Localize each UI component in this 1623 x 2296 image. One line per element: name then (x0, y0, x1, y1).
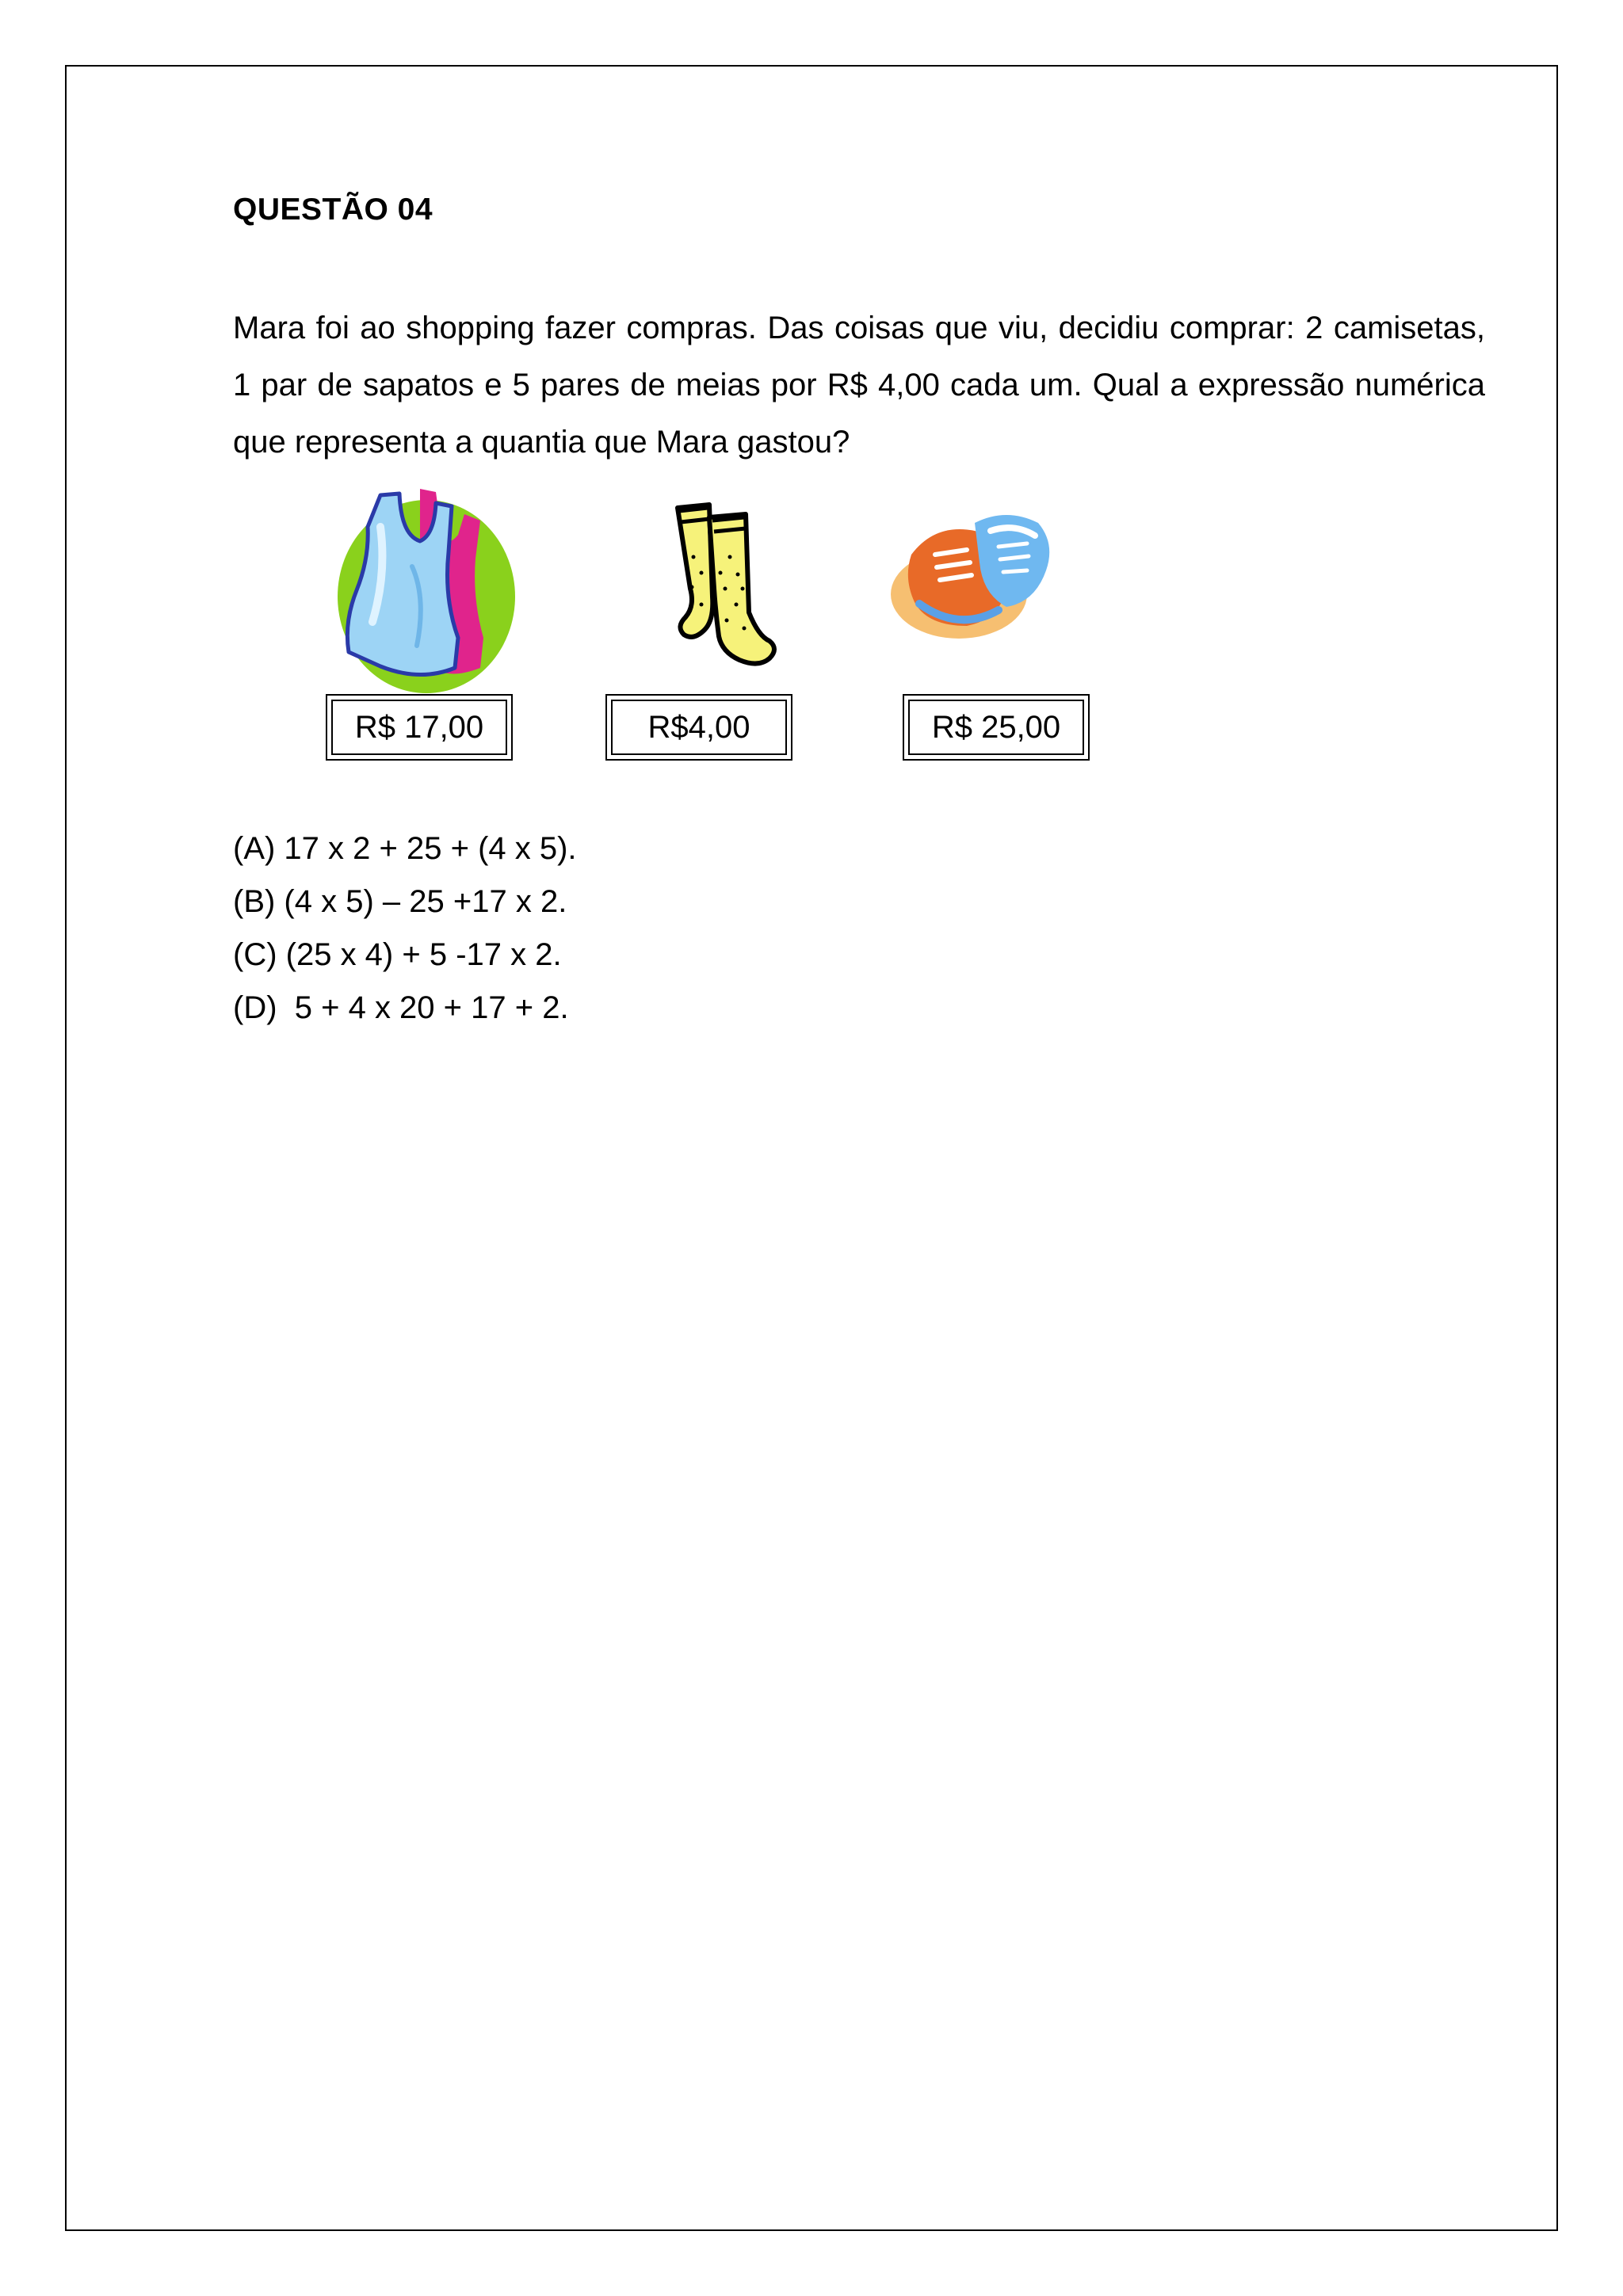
price-label: R$4,00 (611, 700, 787, 755)
option-b: (B) (4 x 5) – 25 +17 x 2. (233, 884, 567, 919)
price-label: R$ 17,00 (331, 700, 507, 755)
tank-top-icon (325, 479, 515, 693)
price-label: R$ 25,00 (908, 700, 1084, 755)
question-title: QUESTÃO 04 (233, 193, 433, 227)
sneakers-icon (888, 499, 1058, 650)
option-c: (C) (25 x 4) + 5 -17 x 2. (233, 937, 562, 972)
price-box-tank-top (326, 694, 513, 761)
option-d: (D) 5 + 4 x 20 + 17 + 2. (233, 990, 569, 1025)
option-a: (A) 17 x 2 + 25 + (4 x 5). (233, 831, 577, 866)
question-statement: Mara foi ao shopping fazer compras. Das coisas que viu, decidiu comprar: 2 camisetas, 1 par de sapatos e 5 pares de meias por R$ 4,00 cada um. Qual a expressão numérica que representa a quantia que Mara gastou? (233, 311, 1485, 460)
answer-options (233, 822, 577, 1035)
socks-icon (670, 502, 785, 676)
price-box-sneakers (903, 694, 1090, 761)
price-box-socks (605, 694, 792, 761)
